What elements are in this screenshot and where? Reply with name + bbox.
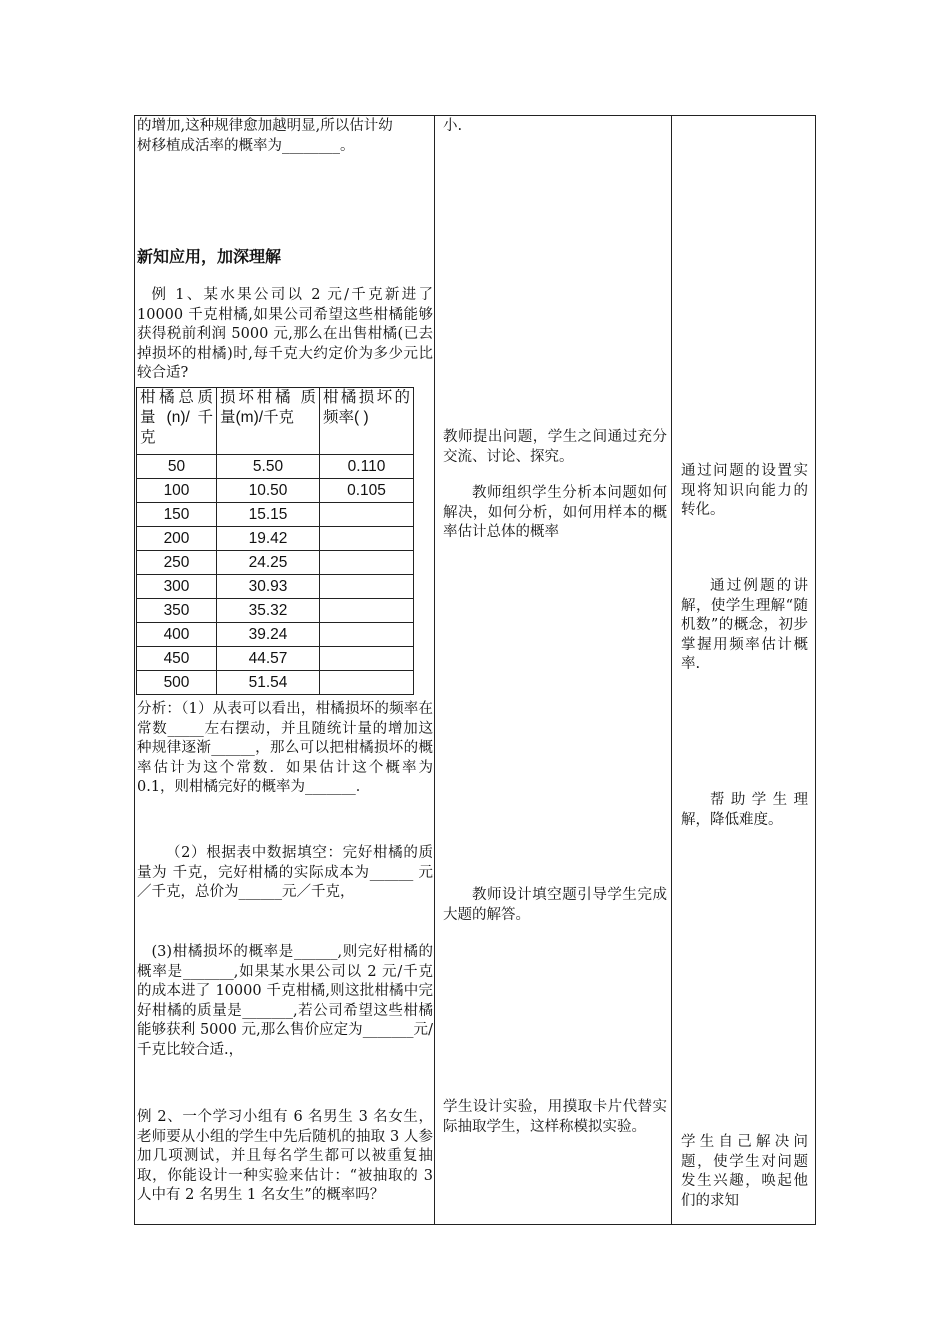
table-cell: 500 bbox=[137, 671, 217, 695]
table-cell: 100 bbox=[137, 479, 217, 503]
teacher-activity: 教师组织学生分析本问题如何解决，如何分析，如何用样本的概率估计总体的概率 bbox=[443, 485, 667, 540]
teacher-activity: 教师提出问题，学生之间通过充分交流、讨论、探究。 bbox=[443, 429, 667, 465]
design-intent: 通过问题的设置实现将知识向能力的转化。 bbox=[681, 463, 808, 518]
table-cell: 450 bbox=[137, 647, 217, 671]
orange-damage-table bbox=[136, 387, 414, 695]
table-cell: 24.25 bbox=[217, 551, 320, 575]
table-cell bbox=[320, 527, 414, 551]
table-header-cell: 柑橘损坏的频率( ) bbox=[320, 388, 414, 455]
intro-line: 树移植成活率的概率为________。 bbox=[137, 137, 355, 154]
analysis-part-3: (3)柑橘损坏的概率是______,则完好柑橘的概率是_______,如果某水果公司以 2 元/千克的成本进了 10000 千克柑橘,则这批柑橘中完好柑橘的质量是_______,若公司希望这些柑橘能够获利 5000 元,那么售价应定为_______元/千克比较合适.， bbox=[137, 944, 433, 1058]
analysis-part-2: （2）根据表中数据填空：完好柑橘的质量为 千克，完好柑橘的实际成本为______ 元／千克，总价为______元／千克， bbox=[137, 845, 433, 900]
design-intent: 学生自己解决问题，使学生对问题发生兴趣，唤起他们的求知 bbox=[681, 1134, 808, 1209]
analysis-part-1: 分析：（1）从表可以看出，柑橘损坏的频率在常数_____左右摆动，并且随统计量的增加这种规律逐渐______，那么可以把柑橘损坏的概率估计为这个常数．如果估计这个概率为 0.1，则柑橘完好的概率为_______． bbox=[137, 701, 433, 795]
column-divider bbox=[434, 115, 435, 1225]
table-cell: 250 bbox=[137, 551, 217, 575]
table-cell bbox=[320, 623, 414, 647]
table-header-cell: 损坏柑橘 质 量(m)/千克 bbox=[217, 388, 320, 455]
table-cell: 350 bbox=[137, 599, 217, 623]
table-cell: 200 bbox=[137, 527, 217, 551]
table-row bbox=[137, 671, 414, 695]
table-cell: 0.105 bbox=[320, 479, 414, 503]
table-row bbox=[137, 647, 414, 671]
table-cell: 5.50 bbox=[217, 455, 320, 479]
intro-text bbox=[137, 117, 433, 156]
design-intent: 帮助学生理解，降低难度。 bbox=[681, 792, 808, 828]
intro-line: 的增加,这种规律愈加越明显,所以估计幼 bbox=[137, 118, 393, 134]
example-1-text: 例 1、某水果公司以 2 元/千克新进了10000 千克柑橘,如果公司希望这些柑橘能够获得税前利润 5000 元,那么在出售柑橘(已去掉损坏的柑橘)时,每千克大约定价为多少元比较合适? bbox=[137, 287, 433, 381]
table-cell bbox=[320, 671, 414, 695]
table-cell: 35.32 bbox=[217, 599, 320, 623]
table-cell: 51.54 bbox=[217, 671, 320, 695]
design-intent: 通过例题的讲解，使学生理解“随机数”的概念，初步掌握用频率估计概率. bbox=[681, 578, 808, 672]
table-cell bbox=[320, 551, 414, 575]
table-cell bbox=[320, 575, 414, 599]
teacher-note-top: 小. bbox=[443, 118, 463, 134]
example-2-text: 例 2、一个学习小组有 6 名男生 3 名女生，老师要从小组的学生中先后随机的抽取 3 人参加几项测试，并且每名学生都可以被重复抽取，你能设计一种实验来估计：“被抽取的 3 人中有 2 名男生 1 名女生”的概率吗？ bbox=[137, 1109, 433, 1203]
table-row bbox=[137, 623, 414, 647]
table-row bbox=[137, 479, 414, 503]
teacher-activity: 教师设计填空题引导学生完成大题的解答。 bbox=[443, 887, 667, 923]
column-divider bbox=[671, 115, 672, 1225]
table-row bbox=[137, 527, 414, 551]
table-cell: 30.93 bbox=[217, 575, 320, 599]
table-cell bbox=[320, 599, 414, 623]
table-cell: 15.15 bbox=[217, 503, 320, 527]
table-cell: 400 bbox=[137, 623, 217, 647]
table-row bbox=[137, 575, 414, 599]
table-row bbox=[137, 503, 414, 527]
table-cell bbox=[320, 503, 414, 527]
table-header-cell: 柑橘总质量 (n)/ 千克 bbox=[137, 388, 217, 455]
table-cell bbox=[320, 647, 414, 671]
table-row bbox=[137, 455, 414, 479]
section-heading: 新知应用，加深理解 bbox=[137, 247, 282, 266]
table-cell: 150 bbox=[137, 503, 217, 527]
table-cell: 0.110 bbox=[320, 455, 414, 479]
table-cell: 10.50 bbox=[217, 479, 320, 503]
table-row bbox=[137, 551, 414, 575]
table-header-row bbox=[137, 388, 414, 455]
table-cell: 50 bbox=[137, 455, 217, 479]
table-cell: 44.57 bbox=[217, 647, 320, 671]
student-activity: 学生设计实验，用摸取卡片代替实际抽取学生，这样称模拟实验。 bbox=[443, 1099, 667, 1135]
table-cell: 39.24 bbox=[217, 623, 320, 647]
table-cell: 19.42 bbox=[217, 527, 320, 551]
table-cell: 300 bbox=[137, 575, 217, 599]
table-row bbox=[137, 599, 414, 623]
